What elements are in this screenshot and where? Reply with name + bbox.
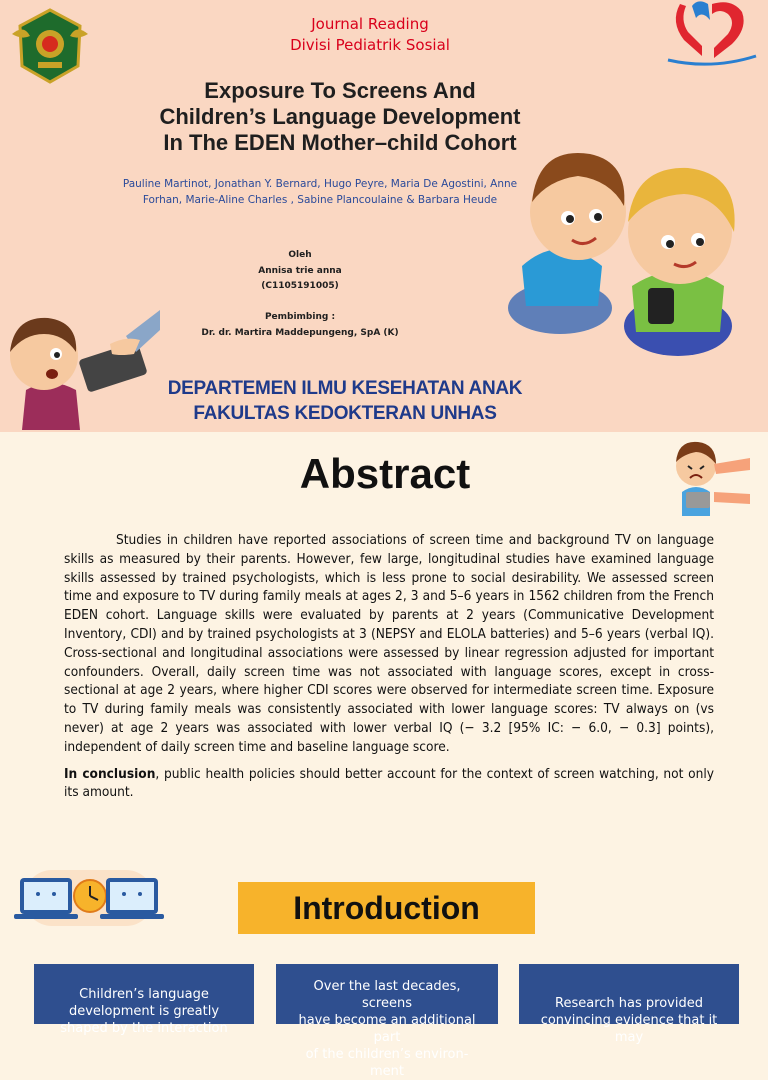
intro-card-3-line-1: Research has provided bbox=[555, 996, 703, 1011]
intro-card-1-line-2: development is greatly bbox=[68, 1004, 220, 1019]
title-line-2: Children’s Language Development bbox=[159, 104, 521, 129]
presenter-name: Annisa trie anna bbox=[258, 265, 342, 276]
authors-line-2: Forhan, Marie-Aline Charles , Sabine Plancoulaine & Barbara Heude bbox=[142, 194, 498, 206]
title-line-1: Exposure To Screens And bbox=[204, 78, 476, 103]
intro-card-1 bbox=[34, 964, 254, 1036]
abstract-title: Abstract bbox=[299, 450, 471, 497]
introduction-heading-box bbox=[238, 882, 535, 934]
conclusion-lead: In conclusion bbox=[64, 765, 156, 782]
intro-card-2-line-1: Over the last decades, screens bbox=[313, 979, 461, 1011]
kids-with-phone-illustration bbox=[498, 136, 753, 368]
journal-line-2: Divisi Pediatrik Sosial bbox=[290, 36, 450, 54]
intro-card-2-line-2: have become an additional part bbox=[298, 1013, 476, 1045]
university-crest-logo bbox=[8, 6, 92, 86]
presenter-id: (C1105191005) bbox=[261, 281, 339, 291]
intro-card-1-line-1: Children’s language bbox=[79, 987, 209, 1002]
dept-line-2: FAKULTAS KEDOKTERAN UNHAS bbox=[193, 403, 497, 424]
abstract-body bbox=[64, 531, 714, 802]
abstract-paragraph: Studies in children have reported associations of screen time and background TV on language skills as measured by their parents. However, few large, longitudinal studies have examined language skills assessed by trained psychologists, which is less prone to social desirability. We assessed screen time and exposure to TV during family meals at ages 2, 3 and 5–6 years in 1562 children from the French EDEN cohort. Language skills were evaluated by parents at 2 years (Communicative Development Inventory, CDI) and by trained psychologists at 3 (NEPSY and ELOLA batteries) and 5–6 years (verbal IQ). Cross-sectional and longitudinal associations were assessed by linear regression adjusted for important confounders. Overall, daily screen time was not associated with language scores, except in cross-sectional at age 2 years, where higher CDI scores were observed for intermediate screen time. Exposure to TV during family meals was consistently associated with lower language scores: TV always on (vs never) at age 2 years was associated with lower verbal IQ (− 3.2 [95% IC: − 6.0, − 0.3] points), independent of daily screen time and baseline language score. bbox=[64, 532, 714, 755]
department-block bbox=[160, 376, 530, 426]
supervisor-block bbox=[160, 310, 440, 341]
dept-line-1: DEPARTEMEN ILMU KESEHATAN ANAK bbox=[167, 378, 523, 399]
journal-line-1: Journal Reading bbox=[311, 15, 429, 33]
hospital-heart-logo bbox=[662, 0, 762, 66]
intro-card-2-line-3: of the children’s environ- ment bbox=[305, 1047, 469, 1079]
supervisor-name: Dr. dr. Martira Maddepungeng, SpA (K) bbox=[201, 327, 399, 338]
intro-card-2 bbox=[276, 964, 498, 1079]
oleh-label: Oleh bbox=[288, 250, 312, 260]
introduction-title: Introduction bbox=[293, 889, 480, 926]
intro-card-1-line-3: shaped by the interaction bbox=[60, 1021, 228, 1036]
intro-card-3 bbox=[519, 964, 739, 1045]
laptops-clock-illustration bbox=[10, 866, 170, 932]
presenter-block bbox=[160, 248, 440, 295]
abstract-conclusion bbox=[64, 765, 714, 803]
title-line-3: In The EDEN Mother–child Cohort bbox=[163, 130, 517, 155]
paper-title bbox=[120, 78, 560, 156]
conclusion-text: , public health policies should better account for the context of screen watching, not only its amount. bbox=[64, 765, 714, 801]
journal-heading bbox=[200, 14, 540, 56]
pembimbing-label: Pembimbing : bbox=[264, 312, 336, 322]
authors bbox=[110, 176, 530, 208]
authors-line-1: Pauline Martinot, Jonathan Y. Bernard, Hugo Peyre, Maria De Agostini, Anne bbox=[122, 178, 518, 190]
crying-child-illustration bbox=[670, 436, 750, 520]
child-grabbing-tablet-illustration bbox=[0, 306, 160, 430]
intro-card-3-line-2: convincing evidence that it may bbox=[540, 1013, 718, 1045]
